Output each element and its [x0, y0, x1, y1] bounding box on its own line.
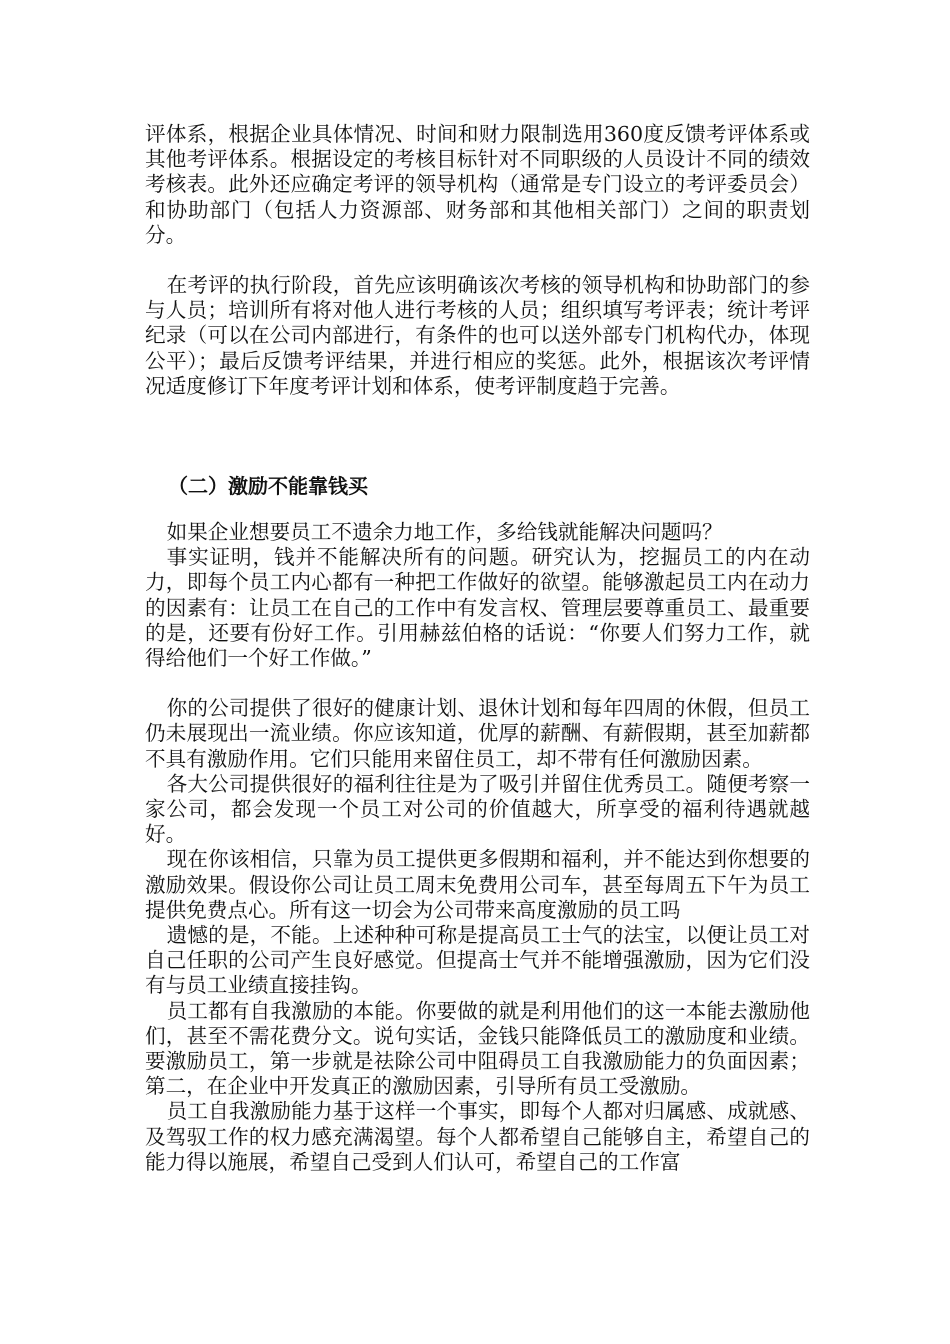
incentive-section: [145, 520, 810, 1175]
paragraph-intrinsic-motivation: 事实证明，钱并不能解决所有的问题。研究认为，挖掘员工的内在动力，即每个员工内心都有一种把工作做好的欲望。能够激起员工内在动力的因素有：让员工在自己的工作中有发言权、管理层要尊重员工、最重要的是，还要有份好工作。引用赫兹伯格的话说：“你要人们努力工作，就得给他们一个好工作做。”: [145, 545, 810, 671]
paragraph-question: 如果企业想要员工不遗余力地工作，多给钱就能解决问题吗？: [166, 520, 723, 544]
paragraph-appraisal-execution: 在考评的执行阶段，首先应该明确该次考核的领导机构和协助部门的参与人员；培训所有将对他人进行考核的人员；组织填写考评表；统计考评纪录（可以在公司内部进行，有条件的也可以送外部专门机构代办，体现公平）；最后反馈考评结果，并进行相应的奖惩。此外，根据该次考评情况适度修订下年度考评计划和体系，使考评制度趋于完善。: [145, 273, 810, 398]
top-section: [145, 122, 810, 399]
paragraph-appraisal-system: 评体系，根据企业具体情况、时间和财力限制选用360度反馈考评体系或其他考评体系。根据设定的考核目标针对不同职级的人员设计不同的绩效考核表。此外还应确定考评的领导机构（通常是专门设立的考评委员会）和协助部门（包括人力资源部、财务部和其他相关部门）之间的职责划分。: [145, 122, 810, 247]
section-heading: （二）激励不能靠钱买: [168, 474, 368, 498]
paragraph-morale: 遗憾的是，不能。上述种种可称是提高员工士气的法宝，以便让员工对自己任职的公司产生良好感觉。但提高士气并不能增强激励，因为它们没有与员工业绩直接挂钩。: [145, 923, 810, 998]
paragraph-benefits-not-motivating: 你的公司提供了很好的健康计划、退休计划和每年四周的休假，但员工仍未展现出一流业绩。你应该知道，优厚的薪酬、有薪假期，甚至加薪都不具有激励作用。它们只能用来留住员工，却不带有任何激励因素。: [145, 696, 810, 771]
paragraph-perks-question: 现在你该相信，只靠为员工提供更多假期和福利，并不能达到你想要的激励效果。假设你公司让员工周末免费用公司车，甚至每周五下午为员工提供免费点心。所有这一切会为公司带来高度激励的员工吗: [145, 847, 810, 922]
paragraph-self-motivation: 员工都有自我激励的本能。你要做的就是利用他们的这一本能去激励他们，甚至不需花费分文。说句实话，金钱只能降低员工的激励度和业绩。要激励员工，第一步就是祛除公司中阻碍员工自我激励能力的负面因素；第二，在企业中开发真正的激励因素，引导所有员工受激励。: [145, 998, 810, 1099]
paragraph-spacer: [145, 248, 810, 273]
paragraph-belonging: 员工自我激励能力基于这样一个事实，即每个人都对归属感、成就感、及驾驭工作的权力感充满渴望。每个人都希望自己能够自主，希望自己的能力得以施展，希望自己受到人们认可，希望自己的工作富: [145, 1099, 810, 1174]
paragraph-spacer: [145, 671, 810, 696]
paragraph-benefits-retention: 各大公司提供很好的福利往往是为了吸引并留住优秀员工。随便考察一家公司，都会发现一个员工对公司的价值越大，所享受的福利待遇就越好。: [145, 771, 810, 847]
